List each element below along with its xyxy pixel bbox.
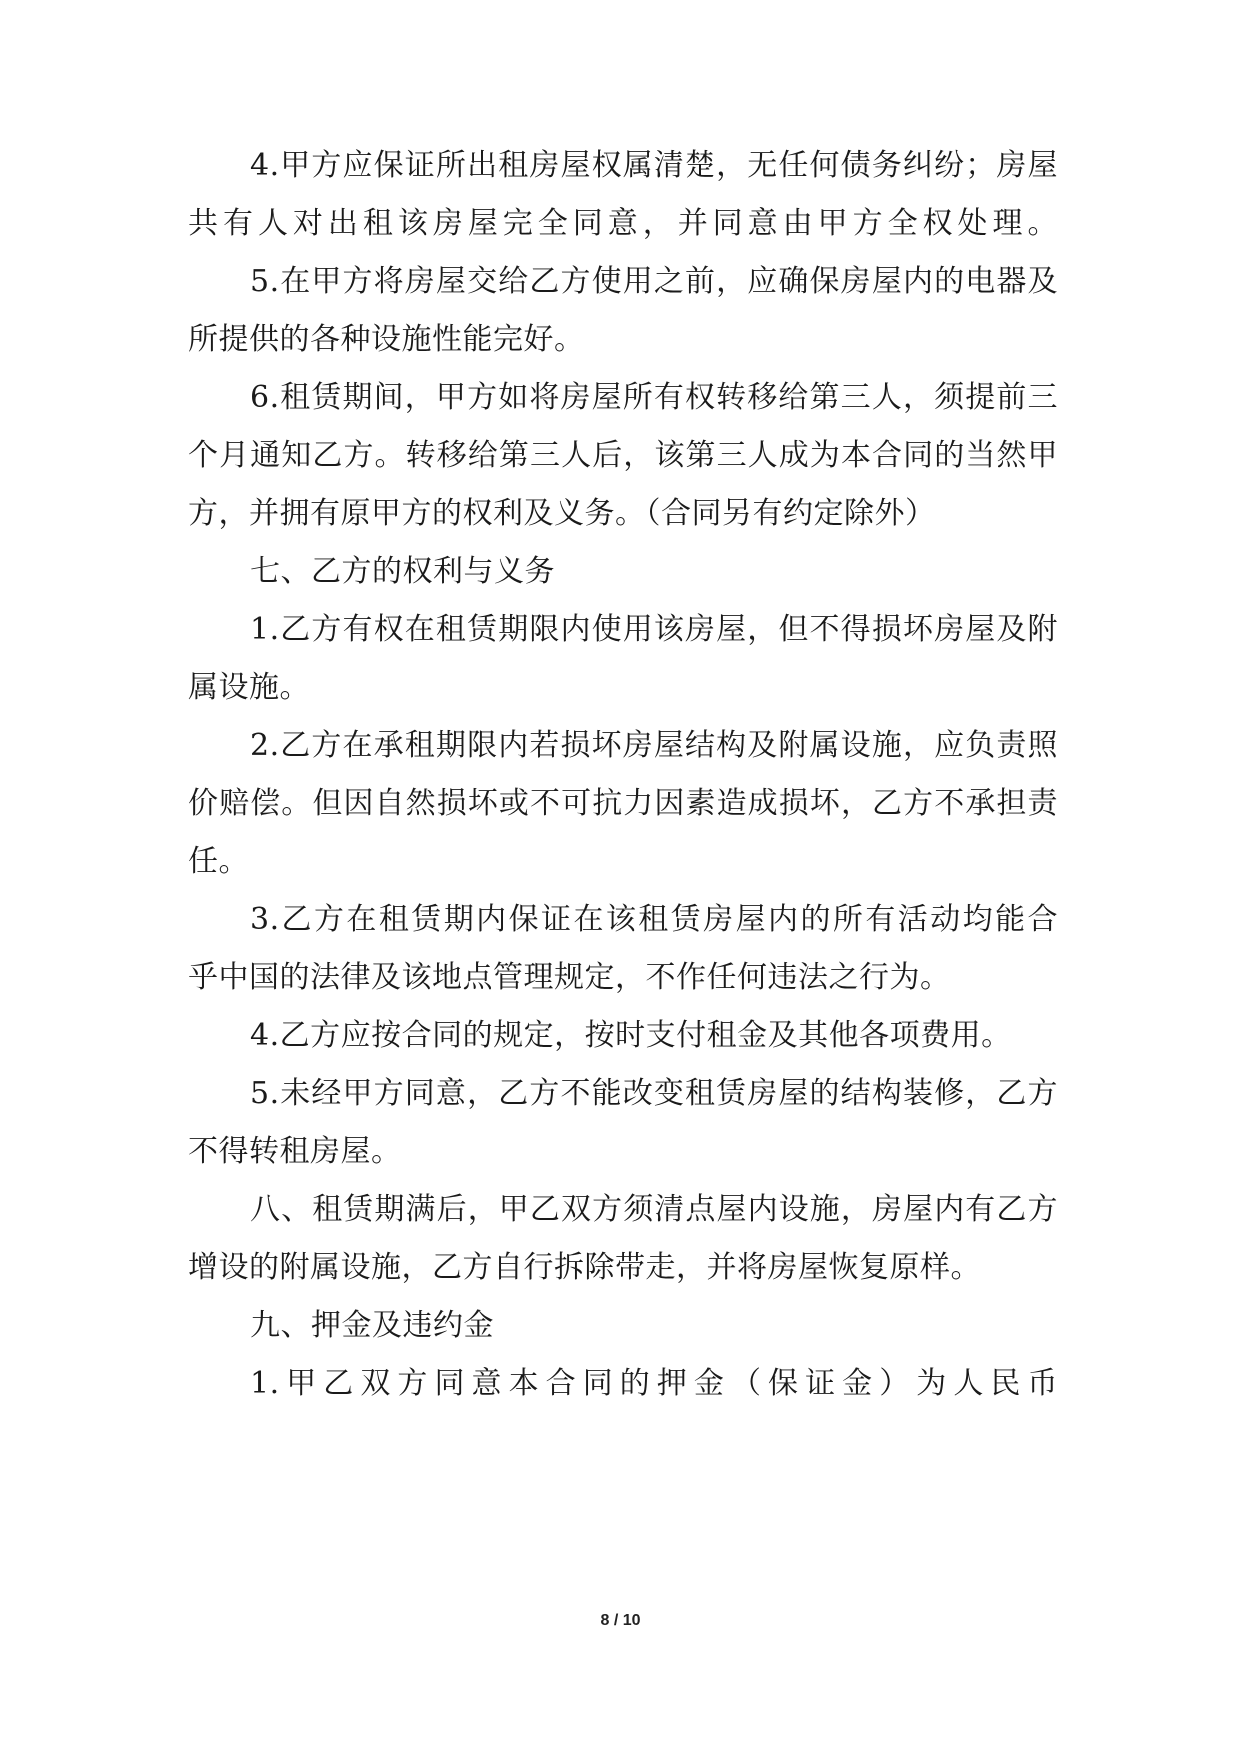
text-line: 价赔偿。但因自然损坏或不可抗力因素造成损坏，乙方不承担责: [188, 786, 1058, 821]
section-heading: 七、乙方的权利与义务: [250, 554, 555, 589]
text-line: 共有人对出租该房屋完全同意，并同意由甲方全权处理。: [188, 206, 1058, 241]
text-line: 乎中国的法律及该地点管理规定，不作任何违法之行为。: [188, 960, 951, 995]
text-line: 1.乙方有权在租赁期限内使用该房屋，但不得损坏房屋及附: [250, 612, 1058, 647]
text-line: 所提供的各种设施性能完好。: [188, 322, 585, 357]
text-line: 增设的附属设施，乙方自行拆除带走，并将房屋恢复原样。: [188, 1250, 981, 1285]
text-line: 方，并拥有原甲方的权利及义务。（合同另有约定除外）: [188, 496, 936, 531]
text-line: 任。: [188, 844, 249, 879]
text-line: 4.甲方应保证所出租房屋权属清楚，无任何债务纠纷；房屋: [250, 148, 1058, 183]
text-line: 3.乙方在租赁期内保证在该租赁房屋内的所有活动均能合: [250, 902, 1058, 937]
text-line: 5.未经甲方同意，乙方不能改变租赁房屋的结构装修，乙方: [250, 1076, 1058, 1111]
text-line: 5.在甲方将房屋交给乙方使用之前，应确保房屋内的电器及: [250, 264, 1058, 299]
text-line: 个月通知乙方。转移给第三人后，该第三人成为本合同的当然甲: [188, 438, 1058, 473]
page-number: 8 / 10: [600, 1612, 641, 1629]
text-line: 4.乙方应按合同的规定，按时支付租金及其他各项费用。: [250, 1018, 1012, 1053]
text-line: 1.甲乙双方同意本合同的押金（保证金）为人民币: [250, 1366, 1058, 1401]
section-heading: 八、租赁期满后，甲乙双方须清点屋内设施，房屋内有乙方: [250, 1192, 1058, 1227]
text-line: 6.租赁期间，甲方如将房屋所有权转移给第三人，须提前三: [250, 380, 1058, 415]
text-line: 属设施。: [188, 670, 310, 705]
section-heading: 九、押金及违约金: [250, 1308, 494, 1343]
text-line: 2.乙方在承租期限内若损坏房屋结构及附属设施，应负责照: [250, 728, 1058, 763]
text-line: 不得转租房屋。: [188, 1134, 402, 1169]
